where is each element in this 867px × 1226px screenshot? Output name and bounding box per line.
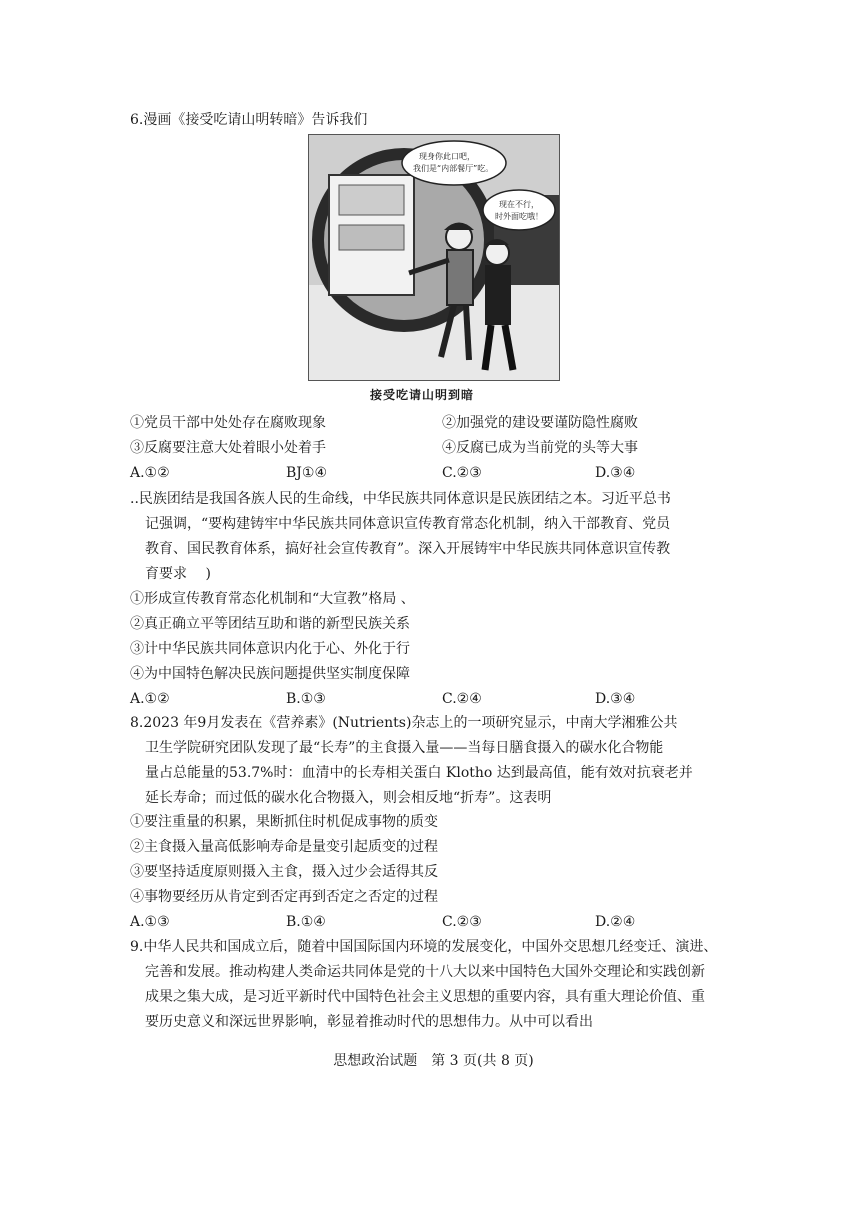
cartoon-caption: 接受吃请山明到暗 — [370, 388, 475, 402]
q6-stem: 6.漫画《接受吃请山明转暗》告诉我们 — [130, 112, 368, 128]
q8-stem-line3: 量占总能量的53.7%时：血清中的长寿相关蛋白 Klotho 达到最高值，能有效对抗衰老并 — [145, 765, 693, 781]
q8-option-a: A.①③ — [130, 914, 170, 930]
bubble2-line2: 时外面吃哦！ — [495, 212, 543, 221]
q7-option-d: D.③④ — [595, 691, 636, 707]
q7-stem-line4: 育要求 ) — [145, 566, 211, 582]
q6-option-b: BJ①④ — [286, 465, 328, 481]
q7-stem-line1: ..民族团结是我国各族人民的生命线，中华民族共同体意识是民族团结之本。习近平总书 — [130, 491, 671, 507]
bubble2-line1: 现在不行， — [499, 200, 539, 209]
q8-statement-3: ③要坚持适度原则摄入主食，摄入过少会适得其反 — [130, 864, 438, 880]
q6-option-d: D.③④ — [595, 465, 636, 481]
q8-statement-2: ②主食摄入量高低影响寿命是量变引起质变的过程 — [130, 839, 438, 855]
q6-statement-3: ③反腐要注意大处着眼小处着手 — [130, 440, 326, 456]
q8-option-c: C.②③ — [442, 914, 482, 930]
page-footer: 思想政治试题 第 3 页(共 8 页) — [333, 1053, 534, 1069]
q8-stem-line2: 卫生学院研究团队发现了最“长寿”的主食摄入量——当每日膳食摄入的碳水化合物能 — [145, 740, 664, 756]
q6-statement-1: ①党员干部中处处存在腐败现象 — [130, 415, 326, 431]
q8-statement-4: ④事物要经历从肯定到否定再到否定之否定的过程 — [130, 889, 438, 905]
q6-option-a: A.①② — [130, 465, 170, 481]
q7-stem-line3: 教育、国民教育体系，搞好社会宣传教育”。深入开展铸牢中华民族共同体意识宣传教 — [145, 541, 671, 557]
q6-statement-2: ②加强党的建设要谨防隐性腐败 — [442, 415, 638, 431]
q8-stem-line1: 8.2023 年9月发表在《营养素》(Nutrients)杂志上的一项研究显示，中南大学湘雅公共 — [130, 715, 678, 731]
q6-option-c: C.②③ — [442, 465, 482, 481]
q7-statement-4: ④为中国特色解决民族问题提供坚实制度保障 — [130, 666, 410, 682]
q8-option-b: B.①④ — [286, 914, 326, 930]
q7-statement-1: ①形成宣传教育常态化机制和“大宣教”格局 、 — [130, 591, 415, 607]
q9-stem-line3: 成果之集大成，是习近平新时代中国特色社会主义思想的重要内容，具有重大理论价值、重 — [145, 989, 705, 1005]
bubble1-line1: 现身你此口吧， — [419, 152, 475, 161]
q8-option-d: D.②④ — [595, 914, 636, 930]
q9-stem-line1: 9.中华人民共和国成立后，随着中国国际国内环境的发展变化，中国外交思想几经变迁、演进、 — [130, 939, 718, 955]
q6-statement-4: ④反腐已成为当前党的头等大事 — [442, 440, 638, 456]
cartoon-image — [308, 134, 560, 381]
q7-option-a: A.①② — [130, 691, 170, 707]
q7-statement-2: ②真正确立平等团结互助和谐的新型民族关系 — [130, 616, 410, 632]
q7-option-c: C.②④ — [442, 691, 482, 707]
q8-stem-line4: 延长寿命；而过低的碳水化合物摄入，则会相反地“折寿”。这表明 — [145, 790, 552, 806]
q9-stem-line4: 要历史意义和深远世界影响，彰显着推动时代的思想伟力。从中可以看出 — [145, 1014, 593, 1030]
q9-stem-line2: 完善和发展。推动构建人类命运共同体是党的十八大以来中国特色大国外交理论和实践创新 — [145, 964, 705, 980]
cartoon-illustration — [309, 135, 559, 380]
bubble1-line2: 我们是“内部餐厅”吃。 — [413, 164, 494, 173]
q7-option-b: B.①③ — [286, 691, 326, 707]
q7-stem-line2: 记强调，“要构建铸牢中华民族共同体意识宣传教育常态化机制，纳入干部教育、党员 — [145, 516, 671, 532]
q7-statement-3: ③计中华民族共同体意识内化于心、外化于行 — [130, 641, 410, 657]
q8-statement-1: ①要注重量的积累，果断抓住时机促成事物的质变 — [130, 814, 438, 830]
